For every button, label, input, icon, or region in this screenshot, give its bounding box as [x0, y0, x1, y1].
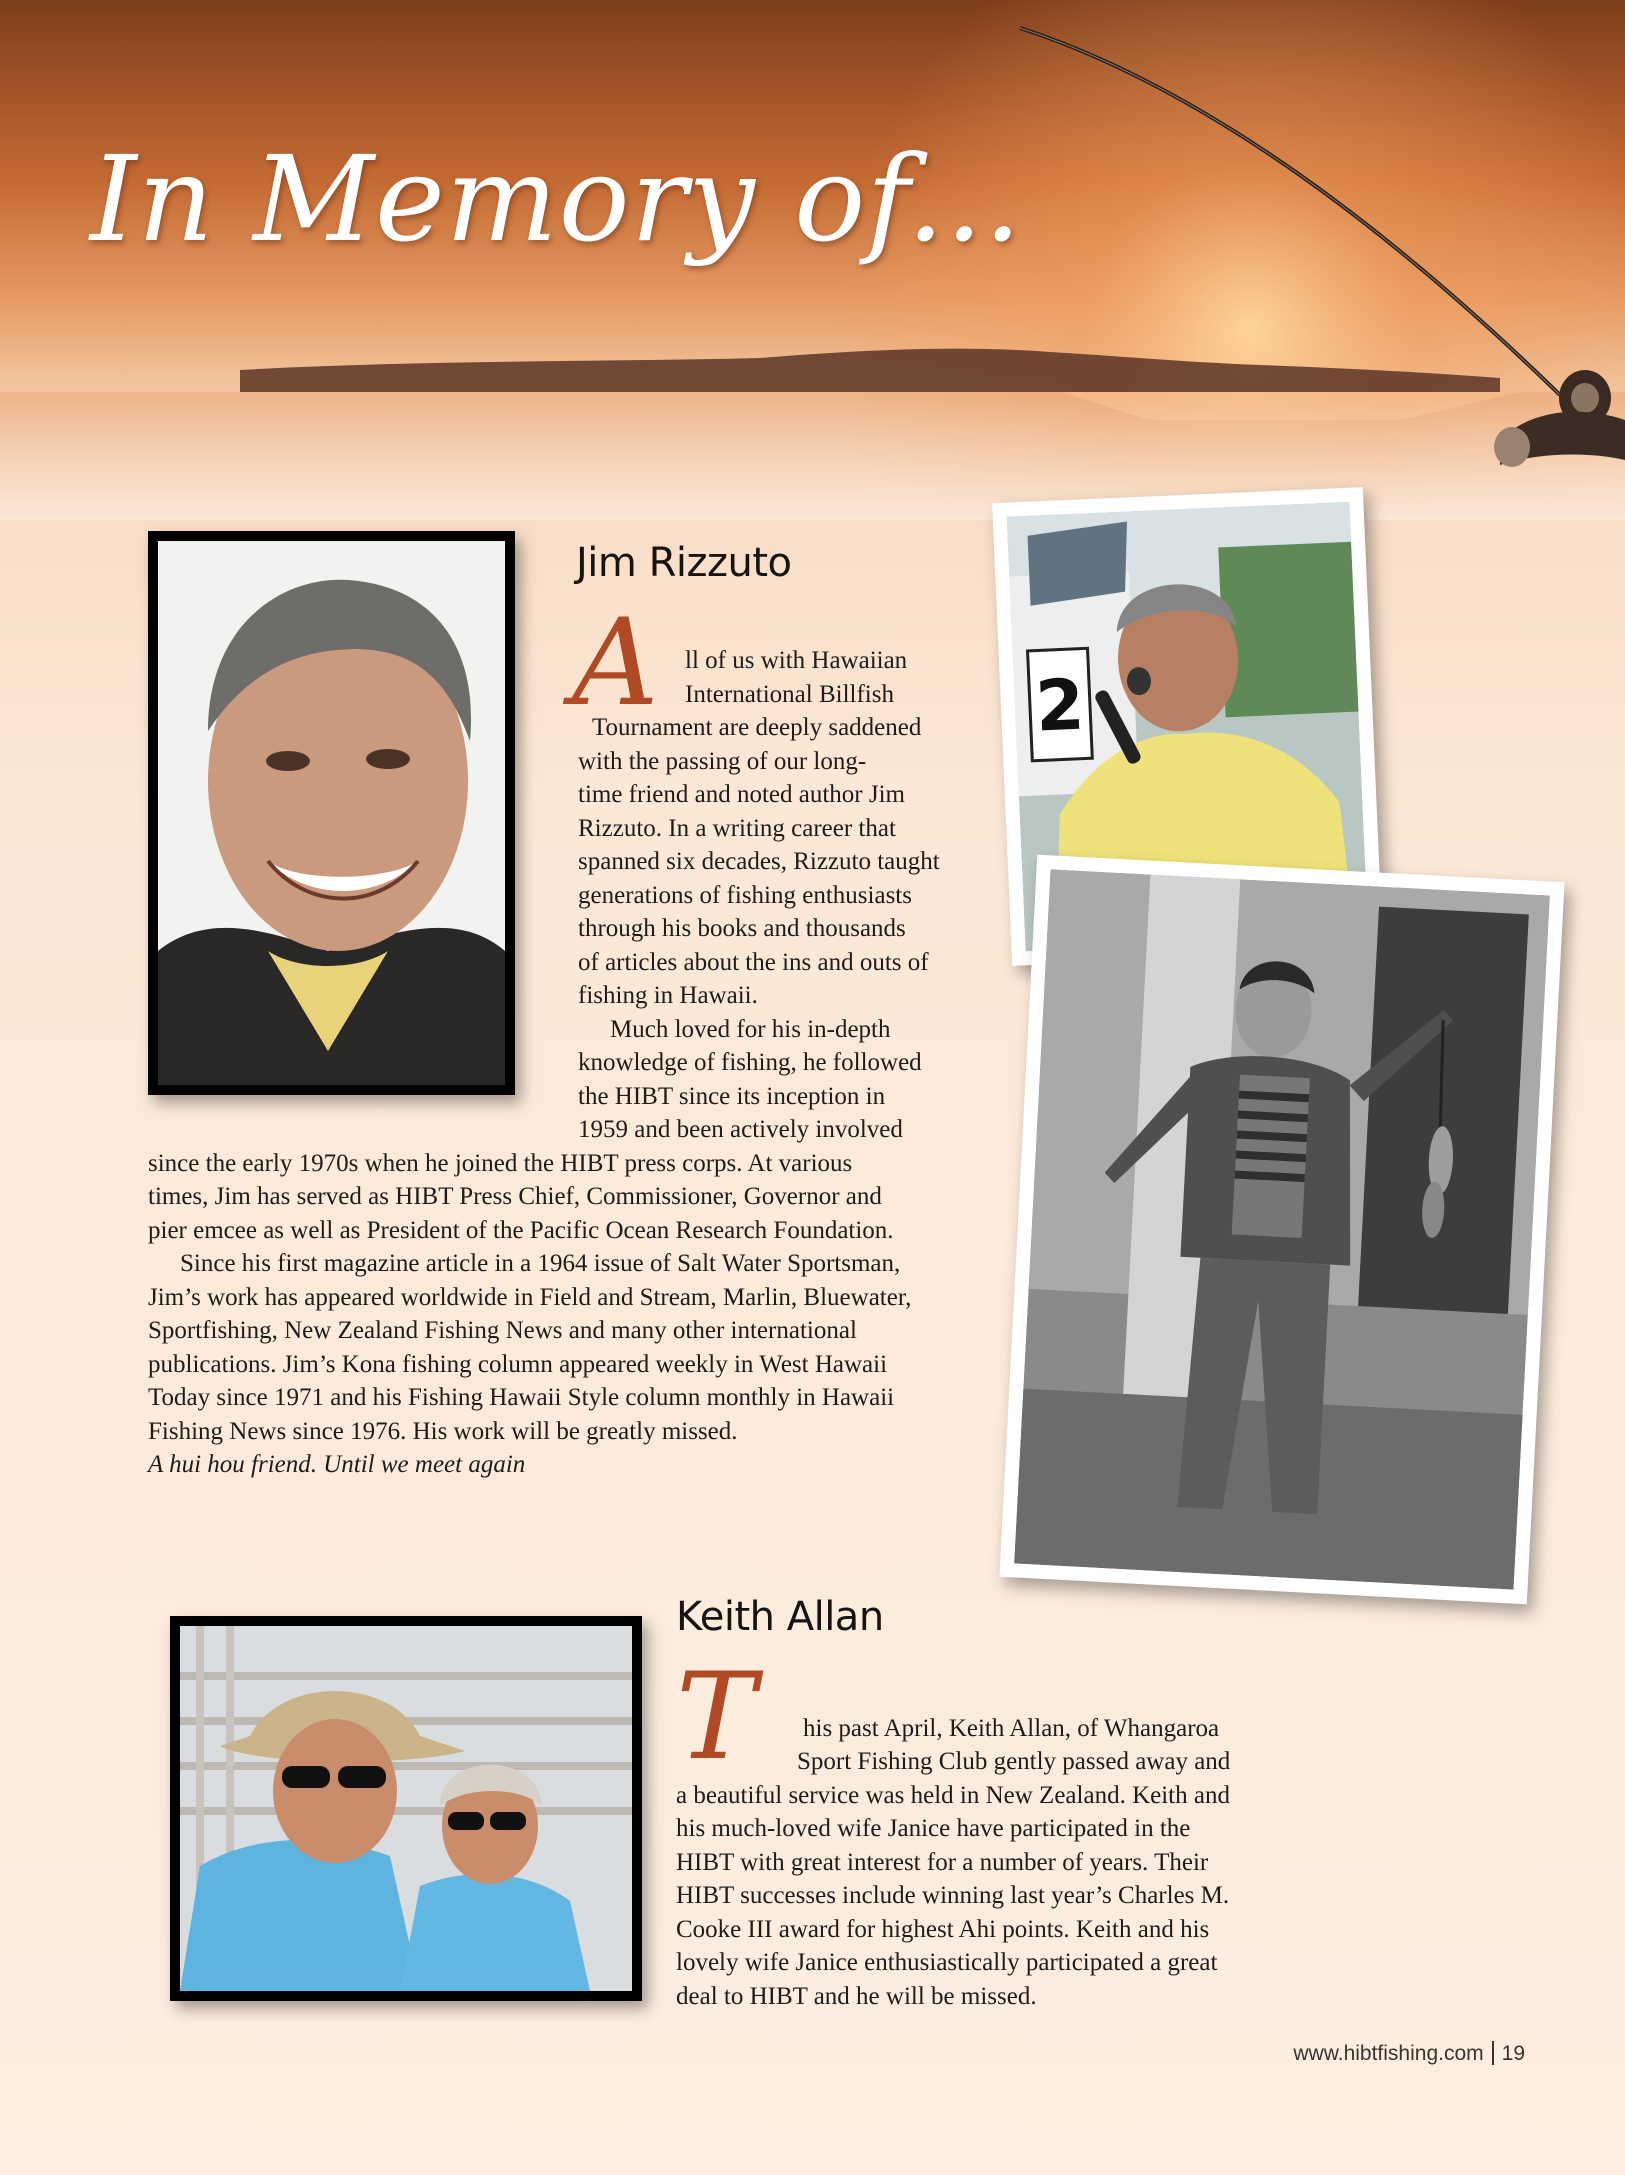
- footer-divider: [1492, 2041, 1494, 2065]
- body-line: since the early 1970s when he joined the HIBT press corps. At various: [148, 1150, 853, 1177]
- sign-number: 2: [1033, 663, 1087, 748]
- body-line: of articles about the ins and outs of: [578, 949, 929, 976]
- body-line: times, Jim has served as HIBT Press Chief, Commissioner, Governor and: [148, 1183, 882, 1210]
- body-line: 1959 and been actively involved: [578, 1116, 903, 1143]
- body-line: Since his first magazine article in a 1964 issue of Salt Water Sportsman,: [180, 1250, 901, 1277]
- page-footer: [1293, 2041, 1525, 2066]
- body-line: deal to HIBT and he will be missed.: [676, 1983, 1037, 2010]
- closing-line: A hui hou friend. Until we meet again: [148, 1451, 526, 1478]
- body-line: fishing in Hawaii.: [578, 982, 758, 1009]
- body-line: his much-loved wife Janice have participated in the: [676, 1815, 1191, 1842]
- keith-allan-photo: [170, 1616, 642, 2001]
- body-line: Cooke III award for highest Ahi points. Keith and his: [676, 1916, 1210, 1943]
- body-line: HIBT successes include winning last year’s Charles M.: [676, 1882, 1230, 1909]
- polaroid-vintage-photo: [999, 855, 1564, 1605]
- body-line: ll of us with Hawaiian: [685, 647, 908, 674]
- body-line: Much loved for his in-depth: [610, 1016, 891, 1043]
- article-heading-jim-rizzuto: Jim Rizzuto: [576, 540, 792, 586]
- page-number: 19: [1501, 2042, 1525, 2065]
- body-line: Rizzuto. In a writing career that: [578, 815, 896, 842]
- body-line: time friend and noted author Jim: [578, 781, 906, 808]
- body-line: Sportfishing, New Zealand Fishing News and many other international: [148, 1317, 857, 1344]
- body-line: generations of fishing enthusiasts: [578, 882, 912, 909]
- body-line: his past April, Keith Allan, of Whangaroa: [803, 1715, 1220, 1742]
- vintage-boy-with-fish-image: [1014, 869, 1550, 1589]
- dropcap-t: T: [676, 1648, 757, 1787]
- body-line: HIBT with great interest for a number of years. Their: [676, 1849, 1209, 1876]
- body-line: knowledge of fishing, he followed: [578, 1049, 922, 1076]
- body-line: pier emcee as well as President of the Pacific Ocean Research Foundation.: [148, 1217, 894, 1244]
- sunset-banner: [0, 0, 1625, 520]
- body-line: publications. Jim’s Kona fishing column appeared weekly in West Hawaii: [148, 1351, 888, 1378]
- body-line: Tournament are deeply saddened: [592, 714, 922, 741]
- body-line: Today since 1971 and his Fishing Hawaii Style column monthly in Hawaii: [148, 1384, 895, 1411]
- body-line: a beautiful service was held in New Zealand. Keith and: [676, 1782, 1230, 1809]
- body-line: spanned six decades, Rizzuto taught: [578, 848, 940, 875]
- article-heading-keith-allan: Keith Allan: [676, 1594, 884, 1640]
- footer-url[interactable]: www.hibtfishing.com: [1293, 2042, 1484, 2065]
- body-line: through his books and thousands: [578, 915, 906, 942]
- dropcap-a: A: [572, 594, 659, 733]
- portrait-photo-image: [148, 531, 515, 1095]
- couple-photo-image: [170, 1616, 642, 2001]
- page-title: In Memory of...: [90, 130, 1023, 268]
- body-line: Jim’s work has appeared worldwide in Field and Stream, Marlin, Bluewater,: [148, 1284, 912, 1311]
- body-line: the HIBT since its inception in: [578, 1083, 886, 1110]
- body-line: Fishing News since 1976. His work will be greatly missed.: [148, 1418, 738, 1445]
- body-line: International Billfish: [685, 681, 894, 708]
- jim-rizzuto-portrait: [148, 531, 515, 1095]
- body-line: lovely wife Janice enthusiastically participated a great: [676, 1949, 1218, 1976]
- body-line: Sport Fishing Club gently passed away and: [797, 1748, 1231, 1775]
- body-line: with the passing of our long-: [578, 748, 867, 775]
